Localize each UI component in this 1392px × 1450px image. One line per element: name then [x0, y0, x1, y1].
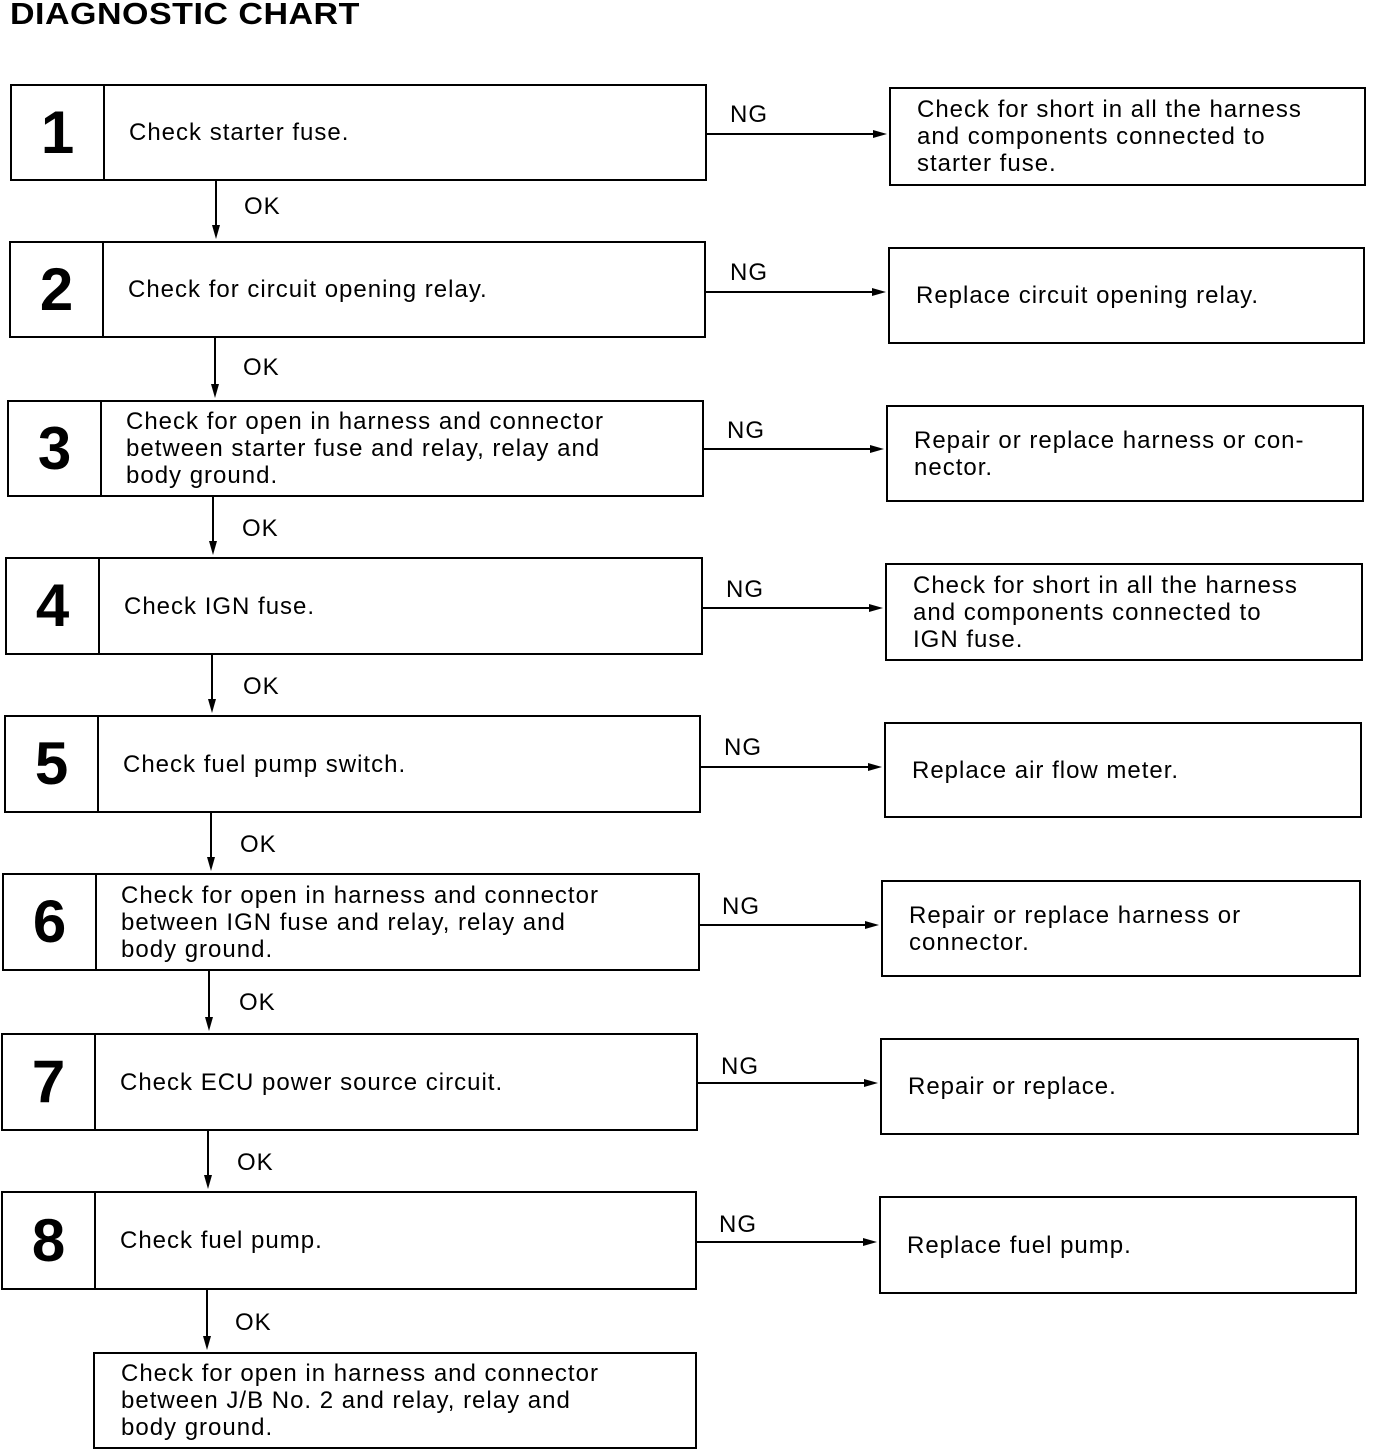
result-box-1: Check for short in all the harness and components connected to starter fuse. [889, 87, 1366, 186]
ok-label-2: OK [243, 354, 280, 381]
step-box-3 [7, 400, 704, 497]
ok-label-7: OK [237, 1149, 274, 1176]
step-text-6: Check for open in harness and connector between IGN fuse and relay, relay and body ground. [121, 881, 599, 963]
ng-arrowhead-2 [872, 288, 886, 296]
result-box-7: Repair or replace. [880, 1038, 1359, 1135]
ng-arrowhead-7 [864, 1079, 878, 1087]
step-text-5: Check fuel pump switch. [123, 750, 407, 778]
step-box-7 [1, 1033, 698, 1131]
ng-arrowhead-3 [870, 445, 884, 453]
step-number-8: 8 [3, 1193, 96, 1288]
result-box-2: Replace circuit opening relay. [888, 247, 1365, 344]
step-number-1: 1 [12, 86, 105, 179]
ok-label-1: OK [244, 193, 281, 220]
ok-arrowhead-2 [211, 384, 219, 398]
step-box-1 [10, 84, 707, 181]
ok-label-3: OK [242, 515, 279, 542]
ng-label-2: NG [730, 259, 768, 286]
ng-label-5: NG [724, 734, 762, 761]
step-text-2: Check for circuit opening relay. [128, 276, 488, 303]
ok-label-5: OK [240, 831, 277, 858]
ok-arrowhead-4 [208, 699, 216, 713]
ng-arrowhead-1 [873, 130, 887, 138]
step-text-7: Check ECU power source circuit. [120, 1068, 504, 1096]
ng-label-6: NG [722, 893, 760, 920]
ng-label-8: NG [719, 1211, 757, 1238]
step-box-2 [9, 241, 706, 338]
step-text-1: Check starter fuse. [129, 119, 350, 146]
step-number-2: 2 [11, 243, 104, 336]
ng-arrowhead-8 [863, 1238, 877, 1246]
ng-label-4: NG [726, 576, 764, 603]
result-box-3: Repair or replace harness or con- nector. [886, 405, 1364, 502]
ok-label-6: OK [239, 989, 276, 1016]
step-text-4: Check IGN fuse. [124, 592, 316, 620]
ok-label-4: OK [243, 673, 280, 700]
ok-label-8: OK [235, 1309, 272, 1336]
result-box-8: Replace fuel pump. [879, 1196, 1357, 1294]
result-box-6: Repair or replace harness or connector. [881, 880, 1361, 977]
ng-label-1: NG [730, 101, 768, 128]
result-box-5: Replace air flow meter. [884, 722, 1362, 818]
step-text-8: Check fuel pump. [120, 1227, 323, 1254]
step-number-3: 3 [9, 402, 102, 495]
result-box-4: Check for short in all the harness and components connected to IGN fuse. [885, 563, 1363, 661]
ok-arrowhead-3 [209, 541, 217, 555]
step-text-3: Check for open in harness and connector between starter fuse and relay, relay and body ground. [126, 408, 604, 489]
ok-arrowhead-5 [207, 857, 215, 871]
step-number-7: 7 [3, 1035, 96, 1129]
chart-title: DIAGNOSTIC CHART [10, 0, 360, 32]
ng-label-7: NG [721, 1053, 759, 1080]
ok-arrowhead-8 [203, 1336, 211, 1350]
step-box-5 [4, 715, 701, 813]
ng-arrowhead-4 [869, 604, 883, 612]
ng-arrowhead-6 [865, 921, 879, 929]
step-number-6: 6 [4, 875, 97, 969]
final-step-box: Check for open in harness and connector between J/B No. 2 and relay, relay and body ground. [93, 1352, 697, 1449]
step-box-8 [1, 1191, 697, 1290]
step-number-5: 5 [6, 717, 99, 811]
ng-label-3: NG [727, 417, 765, 444]
step-box-4 [5, 557, 703, 655]
step-box-6 [2, 873, 700, 971]
ok-arrowhead-1 [212, 225, 220, 239]
ok-arrowhead-7 [204, 1175, 212, 1189]
ok-arrowhead-6 [205, 1017, 213, 1031]
ng-arrowhead-5 [868, 763, 882, 771]
step-number-4: 4 [7, 559, 100, 653]
